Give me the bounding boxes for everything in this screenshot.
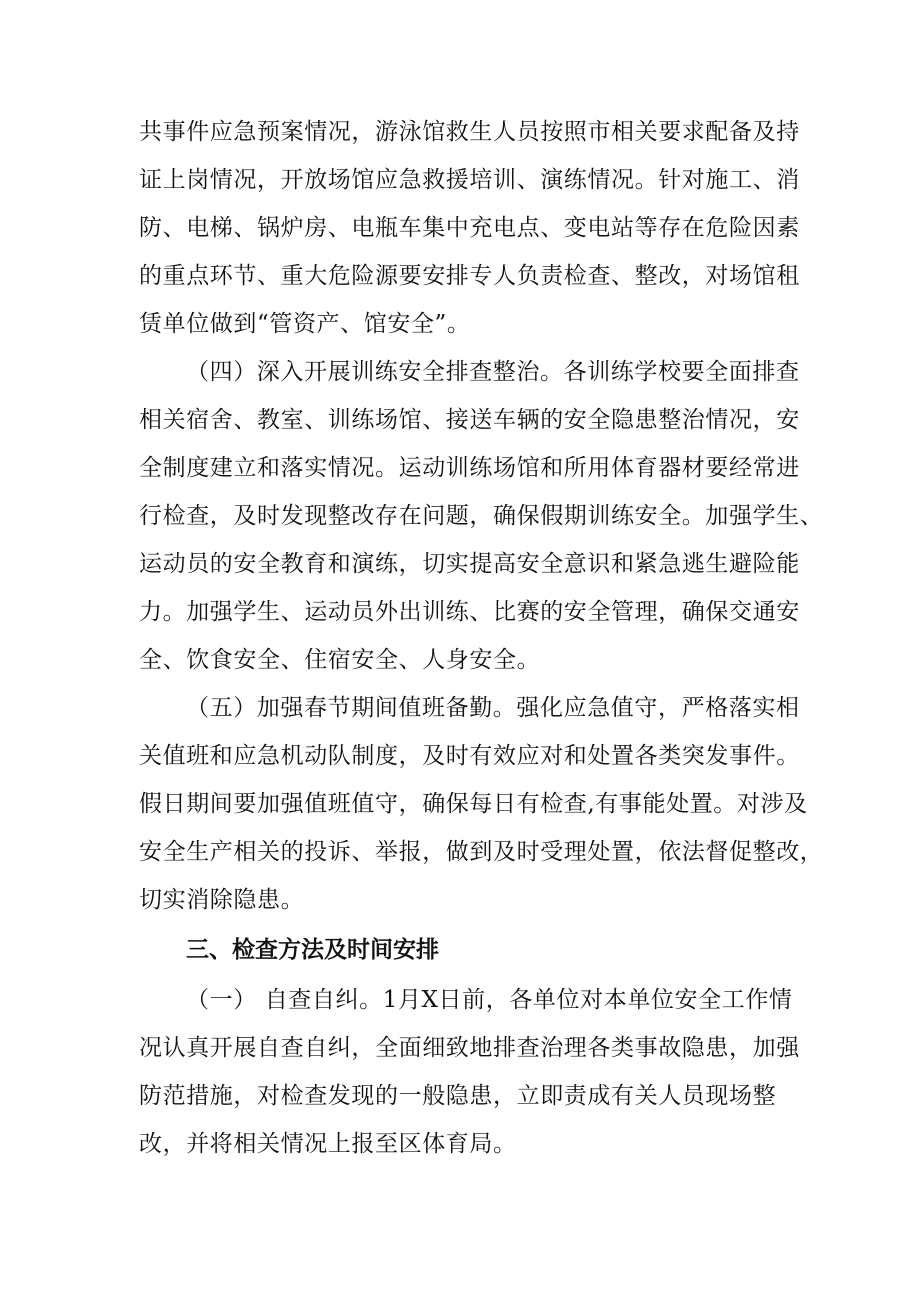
text-line: 全制度建立和落实情况。运动训练场馆和所用体育器材要经常进 bbox=[139, 455, 800, 481]
text-line: 行检查，及时发现整改存在问题，确保假期训练安全。加强学生、 bbox=[139, 503, 824, 529]
text-line: 假日期间要加强值班值守，确保每日有检查,有事能处置。对涉及 bbox=[139, 791, 808, 817]
text-line: 切实消除隐患。 bbox=[139, 887, 305, 913]
section-heading: 三、检查方法及时间安排 bbox=[186, 937, 439, 963]
paragraph-four-start: （四）深入开展训练安全排查整治。各训练学校要全面排查 bbox=[186, 359, 800, 385]
text-line: 证上岗情况，开放场馆应急救援培训、演练情况。针对施工、消 bbox=[139, 167, 800, 193]
text-line: 况认真开展自查自纠，全面细致地排查治理各类事故隐患，加强 bbox=[139, 1035, 800, 1061]
text-line: 防范措施，对检查发现的一般隐患，立即责成有关人员现场整 bbox=[139, 1083, 777, 1109]
text-line: 相关宿舍、教室、训练场馆、接送车辆的安全隐患整治情况，安 bbox=[139, 407, 800, 433]
text-line: 共事件应急预案情况，游泳馆救生人员按照市相关要求配备及持 bbox=[139, 119, 800, 145]
text-line: 安全生产相关的投诉、举报，做到及时受理处置，依法督促整改， bbox=[139, 839, 824, 865]
text-line: 关值班和应急机动队制度，及时有效应对和处置各类突发事件。 bbox=[139, 743, 800, 769]
text-line: 运动员的安全教育和演练，切实提高安全意识和紧急逃生避险能 bbox=[139, 551, 800, 577]
text-line: 全、饮食安全、住宿安全、人身安全。 bbox=[139, 647, 541, 673]
text-line: 改，并将相关情况上报至区体育局。 bbox=[139, 1131, 517, 1157]
text-line: 力。加强学生、运动员外出训练、比赛的安全管理，确保交通安 bbox=[139, 599, 800, 625]
text-line: 的重点环节、重大危险源要安排专人负责检查、整改，对场馆租 bbox=[139, 263, 800, 289]
paragraph-one-start: （一） 自查自纠。1月X日前，各单位对本单位安全工作情 bbox=[186, 987, 793, 1013]
paragraph-five-start: （五）加强春节期间值班备勤。强化应急值守，严格落实相 bbox=[186, 695, 800, 721]
text-line: 赁单位做到“管资产、馆安全”。 bbox=[139, 311, 471, 337]
text-line: 防、电梯、锅炉房、电瓶车集中充电点、变电站等存在危险因素 bbox=[139, 215, 800, 241]
